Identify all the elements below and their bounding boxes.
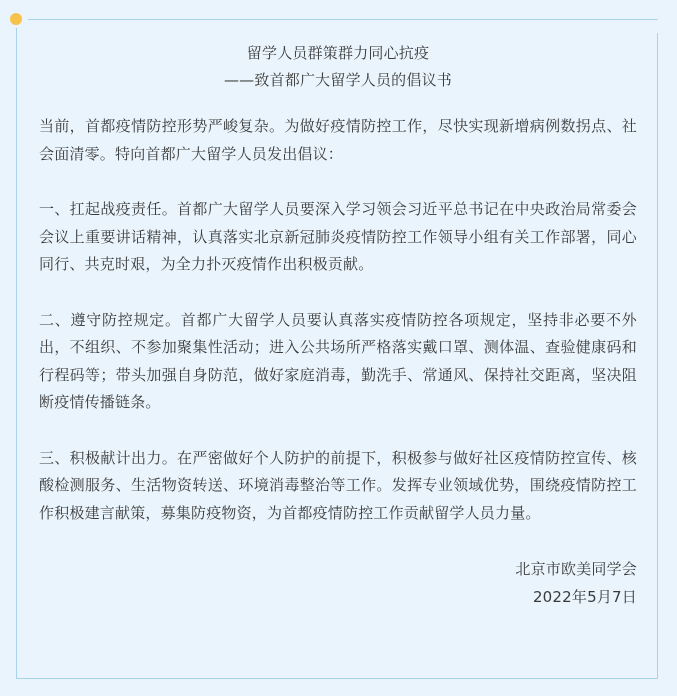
frame-top-border — [28, 19, 658, 20]
frame-left-border — [16, 28, 17, 679]
point-one-paragraph: 一、扛起战疫责任。首都广大留学人员要深入学习领会习近平总书记在中央政治局常委会会议上重要讲话精神，认真落实北京新冠肺炎疫情防控工作领导小组有关工作部署，同心同行、共克时艰，为全力扑灭疫情作出积极贡献。 — [39, 200, 637, 273]
signature-organization: 北京市欧美同学会 — [515, 560, 637, 578]
signature-date: 2022年5月7日 — [532, 588, 637, 606]
frame-bottom-border — [16, 678, 658, 679]
point-three-paragraph: 三、积极献计出力。在严密做好个人防护的前提下，积极参与做好社区疫情防控宣传、核酸检测服务、生活物资转送、环境消毒整治等工作。发挥专业领域优势，围绕疫情防控工作积极建言献策，募集防疫物资，为首都疫情防控工作贡献留学人员力量。 — [39, 448, 637, 522]
frame-right-border — [657, 33, 658, 679]
signature-block — [39, 555, 637, 611]
letter-subtitle: ——致首都广大留学人员的倡议书 — [223, 71, 452, 89]
letter-title: 留学人员群策群力同心抗疫 — [246, 44, 430, 62]
intro-paragraph: 当前，首都疫情防控形势严峻复杂。为做好疫情防控工作，尽快实现新增病例数拐点、社会面清零。特向首都广大留学人员发出倡议： — [39, 117, 637, 163]
decorative-dot — [10, 13, 22, 25]
point-two-paragraph: 二、遵守防控规定。首都广大留学人员要认真落实疫情防控各项规定，坚持非必要不外出，不组织、不参加聚集性活动；进入公共场所严格落实戴口罩、测体温、查验健康码和行程码等；带头加强自身防范，做好家庭消毒，勤洗手、常通风、保持社交距离，坚决阻断疫情传播链条。 — [39, 310, 637, 411]
letter-body — [39, 40, 637, 611]
